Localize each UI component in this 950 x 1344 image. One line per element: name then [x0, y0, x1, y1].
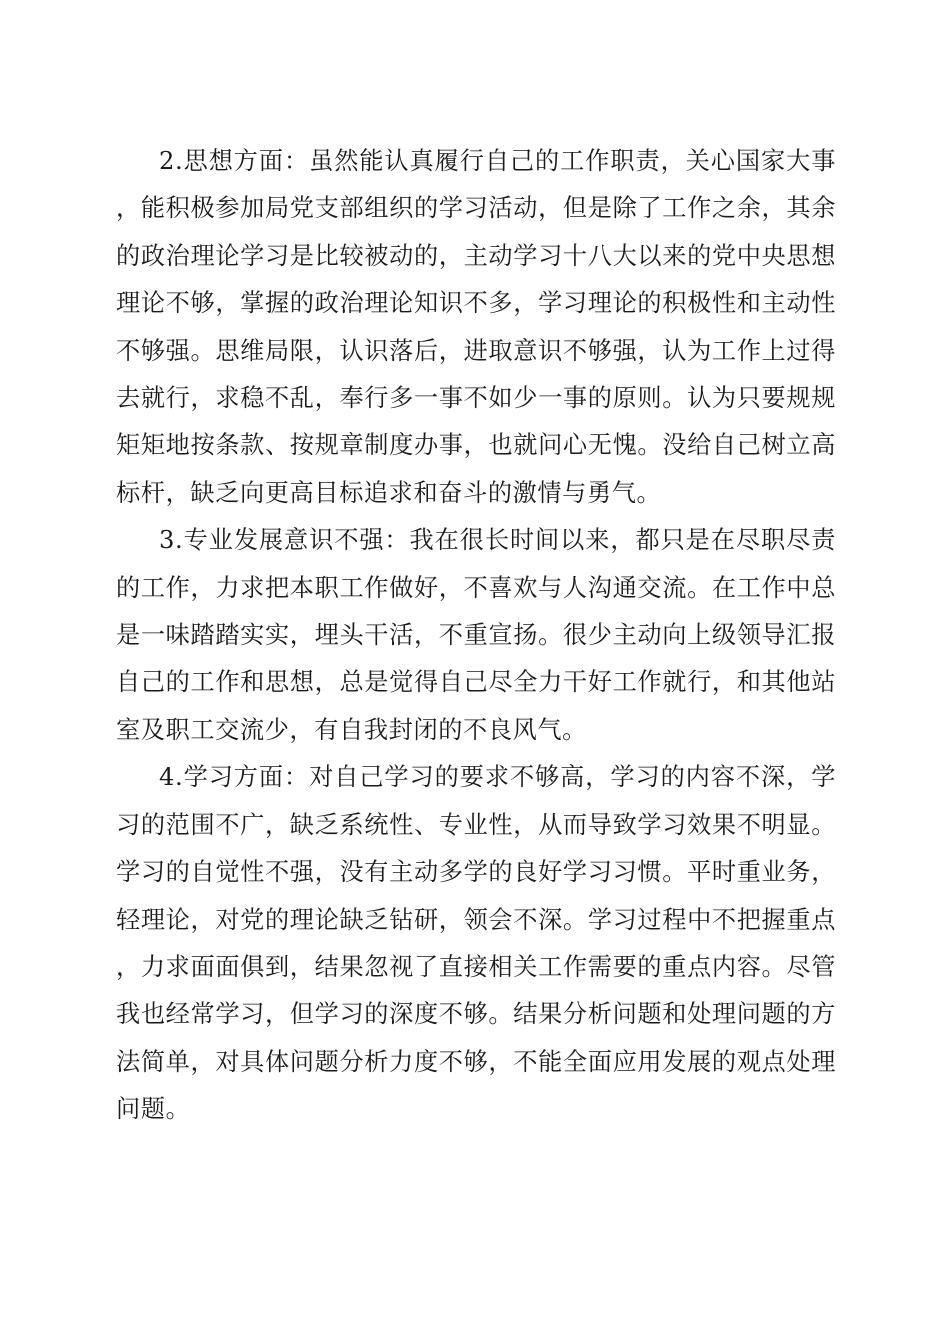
paragraph-thinking: 2.思想方面：虽然能认真履行自己的工作职责，关心国家大事，能积极参加局党支部组织的学习活动，但是除了工作之余，其余的政治理论学习是比较被动的，主动学习十八大以来的党中央思想理论不够，掌握的政治理论知识不多，学习理论的积极性和主动性不够强。思维局限，认识落后，进取意识不够强，认为工作上过得去就行，求稳不乱，奉行多一事不如少一事的原则。认为只要规规矩矩地按条款、按规章制度办事，也就问心无愧。没给自己树立高标杆，缺乏向更高目标追求和奋斗的激情与勇气。	[116, 147, 836, 507]
document-body	[116, 138, 836, 1134]
paragraph-study: 4.学习方面：对自己学习的要求不够高，学习的内容不深，学习的范围不广，缺乏系统性、专业性，从而导致学习效果不明显。学习的自觉性不强，没有主动多学的良好学习习惯。平时重业务，轻理论，对党的理论缺乏钻研，领会不深。学习过程中不把握重点，力求面面俱到，结果忽视了直接相关工作需要的重点内容。尽管我也经常学习，但学习的深度不够。结果分析问题和处理问题的方法简单，对具体问题分析力度不够，不能全面应用发展的观点处理问题。	[116, 763, 836, 1124]
paragraph-professional-development: 3.专业发展意识不强：我在很长时间以来，都只是在尽职尽责的工作，力求把本职工作做好，不喜欢与人沟通交流。在工作中总是一味踏踏实实，埋头干活，不重宣扬。很少主动向上级领导汇报自己的工作和思想，总是觉得自己尽全力干好工作就行，和其他站室及职工交流少，有自我封闭的不良风气。	[116, 526, 836, 744]
